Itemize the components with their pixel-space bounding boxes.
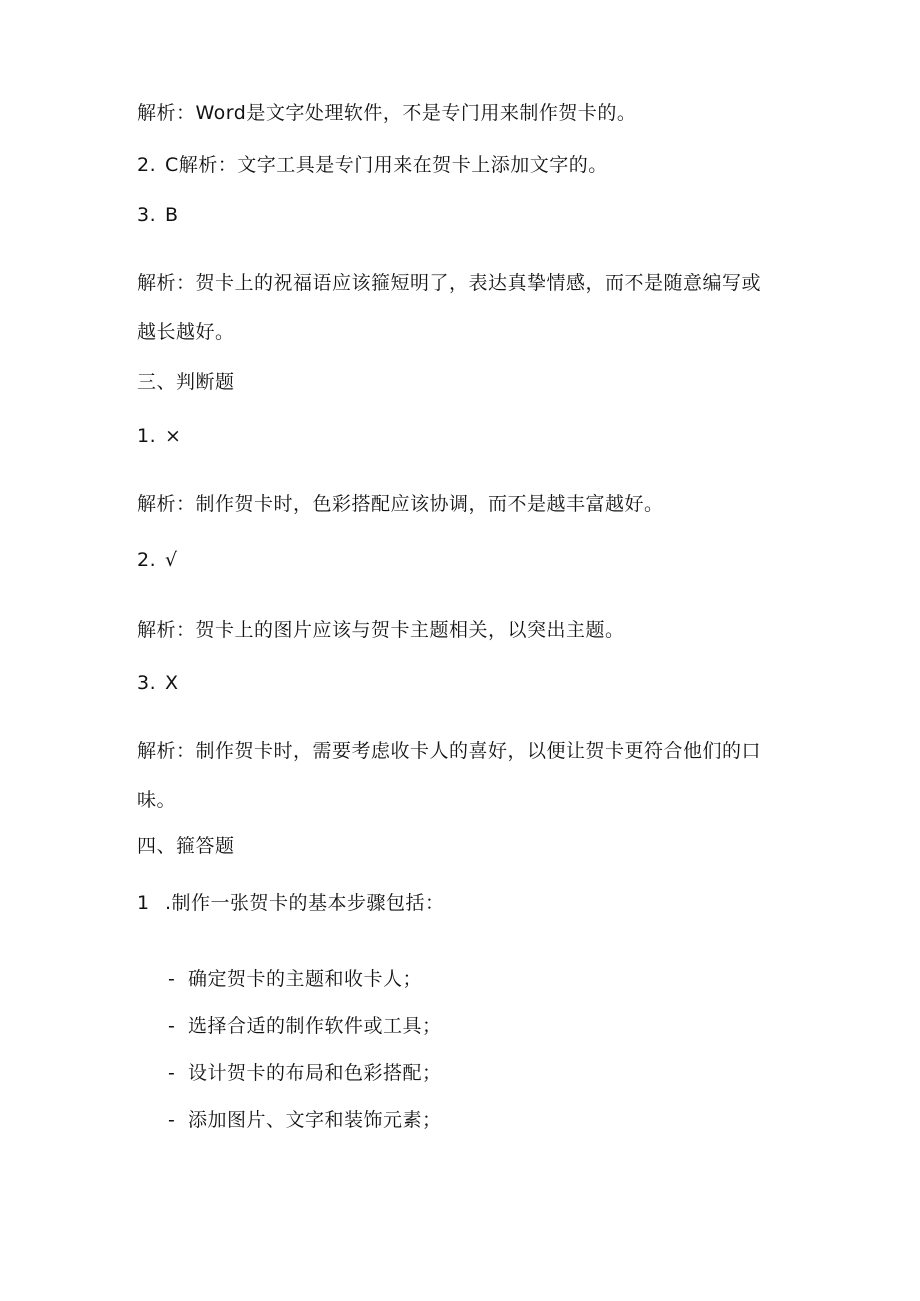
- item-number: 1: [137, 892, 150, 914]
- step-text: 确定贺卡的主题和收卡人；: [188, 968, 423, 990]
- step-bullet-4: [168, 1108, 442, 1132]
- item-text: ×: [165, 425, 182, 447]
- section-title: 三、判断题: [137, 371, 235, 393]
- step-text: 选择合适的制作软件或工具；: [188, 1015, 442, 1037]
- item-number: 3.: [137, 204, 157, 226]
- analysis-line-image: [137, 618, 625, 642]
- analysis-text: 越长越好。: [137, 321, 235, 343]
- section-heading-judgment: [137, 370, 235, 394]
- analysis-line-color: [137, 492, 664, 516]
- item-text: C解析：文字工具是专门用来在贺卡上添加文字的。: [165, 154, 608, 176]
- judgment-item-1: [137, 424, 181, 448]
- step-text: 设计贺卡的布局和色彩搭配；: [188, 1062, 442, 1084]
- dash-marker: -: [168, 968, 176, 990]
- item-text: B: [165, 204, 179, 226]
- item-number: 3.: [137, 672, 157, 694]
- dash-marker: -: [168, 1062, 176, 1084]
- analysis-text: 解析：制作贺卡时，色彩搭配应该协调，而不是越丰富越好。: [137, 493, 664, 515]
- answer-item-3: [137, 203, 179, 227]
- item-number: 1.: [137, 425, 157, 447]
- analysis-line-recipient-cont: [137, 788, 176, 812]
- analysis-line-greeting: [137, 271, 761, 295]
- step-bullet-1: [168, 967, 422, 991]
- item-text: √: [165, 549, 178, 571]
- analysis-line-recipient: [137, 739, 761, 763]
- item-text: X: [165, 672, 179, 694]
- analysis-text: 解析：制作贺卡时，需要考虑收卡人的喜好，以便让贺卡更符合他们的口: [137, 740, 762, 762]
- item-text: .制作一张贺卡的基本步骤包括：: [165, 892, 445, 914]
- analysis-line-greeting-cont: [137, 320, 235, 344]
- item-number: 2.: [137, 549, 157, 571]
- analysis-text: 解析：Word是文字处理软件，不是专门用来制作贺卡的。: [137, 102, 637, 124]
- item-number: 2.: [137, 154, 157, 176]
- section-heading-short-answer: [137, 834, 235, 858]
- analysis-text: 解析：贺卡上的图片应该与贺卡主题相关，以突出主题。: [137, 619, 625, 641]
- step-bullet-2: [168, 1014, 442, 1038]
- step-bullet-3: [168, 1061, 442, 1085]
- analysis-line-word: [137, 101, 636, 125]
- dash-marker: -: [168, 1109, 176, 1131]
- judgment-item-3: [137, 671, 179, 695]
- section-title: 四、箍答题: [137, 835, 235, 857]
- dash-marker: -: [168, 1015, 176, 1037]
- judgment-item-2: [137, 548, 178, 572]
- analysis-text: 味。: [137, 789, 177, 811]
- short-answer-item-1: [137, 891, 445, 915]
- answer-item-2: [137, 153, 608, 177]
- step-text: 添加图片、文字和装饰元素；: [188, 1109, 442, 1131]
- analysis-text: 解析：贺卡上的祝福语应该箍短明了，表达真挚情感，而不是随意编写或: [137, 272, 762, 294]
